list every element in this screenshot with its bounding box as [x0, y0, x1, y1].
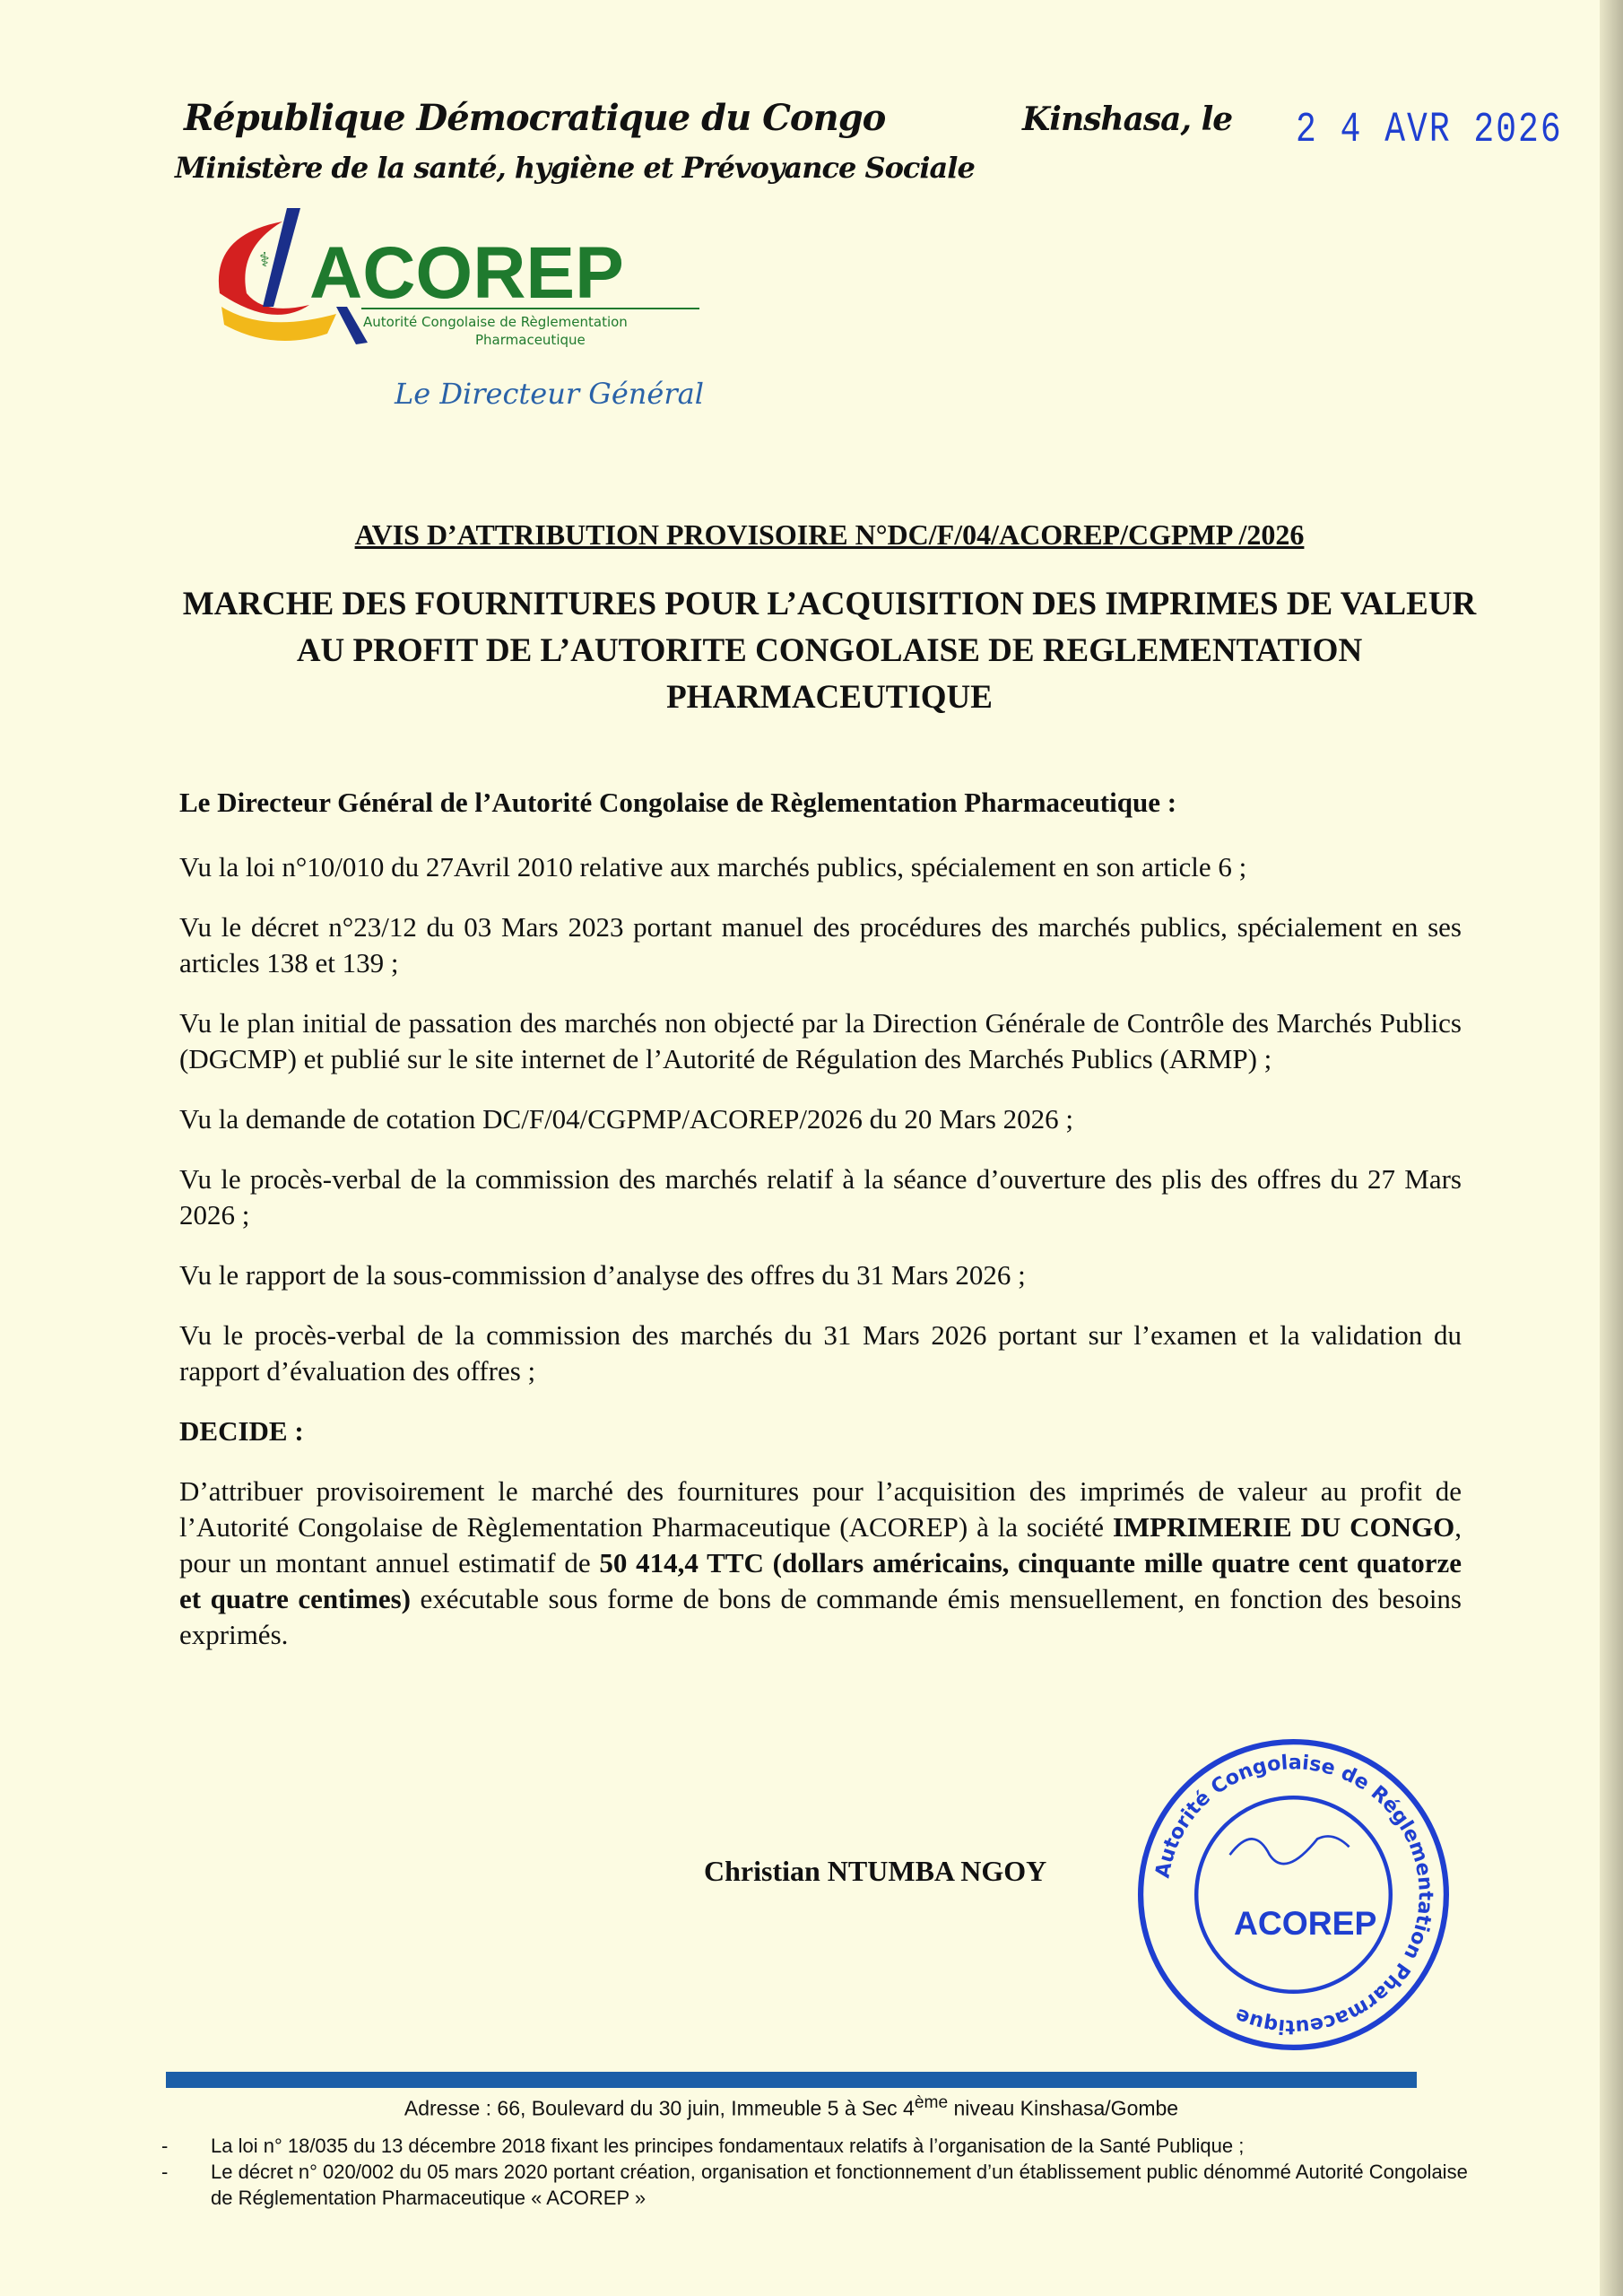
legal-note [161, 2133, 1471, 2159]
ministry-heading: Ministère de la santé, hygiène et Prévoyance Sociale [175, 151, 975, 185]
consideration: Vu le plan initial de passation des marchés non objecté par la Direction Générale de Contrôle des Marchés Publics (DGCMP) et publié sur le site internet de l’Autorité de Régulation des Marchés Publics (ARMP) ; [179, 1007, 1462, 1074]
decision-text-1: D’attribuer provisoirement le marché des fournitures pour l’acquisition des imprimés de valeur au profit de l’Autorité Congolaise de Règlementation Pharmaceutique (ACOREP) à la société [179, 1475, 1462, 1543]
decision-text-3: exécutable sous forme de bons de commande émis mensuellement, en fonction des besoins exprimés. [179, 1583, 1462, 1650]
decision-text-2: , pour un montant annuel estimatif de [179, 1511, 1462, 1578]
republic-heading: République Démocratique du Congo [184, 97, 886, 139]
bullet: - [161, 2161, 169, 2183]
awarded-company: IMPRIMERIE DU CONGO [1112, 1511, 1455, 1543]
notice-body [179, 785, 1462, 1677]
svg-text:Autorité Congolaise de Régleme [1150, 1751, 1436, 2039]
consideration: Vu la loi n°10/010 du 27Avril 2010 relative aux marchés publics, spécialement en son article 6 ; [179, 851, 1247, 883]
address-sup: ème [914, 2093, 949, 2112]
logo-wordmark: ACOREP [309, 232, 624, 314]
notice-reference: AVIS D’ATTRIBUTION PROVISOIRE N°DC/F/04/ACOREP/CGPMP /2026 [354, 518, 1305, 551]
consideration: Vu le procès-verbal de la commission des marchés relatif à la séance d’ouverture des plis des offres du 27 Mars 2026 ; [179, 1163, 1462, 1231]
caduceus-icon: ⚕ [259, 249, 270, 272]
acorep-logo [202, 199, 740, 352]
sender-title: Le Directeur Général [395, 377, 704, 411]
legal-note [161, 2159, 1471, 2211]
consideration: Vu la demande de cotation DC/F/04/CGPMP/ACOREP/2026 du 20 Mars 2026 ; [179, 1103, 1074, 1135]
address-text: Adresse : 66, Boulevard du 30 juin, Immeuble 5 à Sec 4 [404, 2096, 915, 2120]
logo-tagline-1: Autorité Congolaise de Règlementation [363, 314, 628, 330]
consideration: Vu le rapport de la sous-commission d’analyse des offres du 31 Mars 2026 ; [179, 1259, 1026, 1291]
logo-tagline-2: Pharmaceutique [475, 332, 586, 348]
official-stamp [1134, 1735, 1453, 2054]
signature-scribble [1230, 1836, 1350, 1864]
stamp-ring-text: Autorité Congolaise de Réglementation Pharmaceutique [1150, 1751, 1437, 2039]
legal-notes [161, 2133, 1471, 2211]
footer-divider-bar [166, 2072, 1417, 2088]
signatory-name: Christian NTUMBA NGOY [704, 1855, 1047, 1887]
address-text-end: niveau Kinshasa/Gombe [948, 2096, 1179, 2120]
consideration: Vu le procès-verbal de la commission des marchés du 31 Mars 2026 portant sur l’examen et la validation du rapport d’évaluation des offres ; [179, 1319, 1462, 1387]
footer-address [166, 2093, 1417, 2121]
legal-note-text: Le décret n° 020/002 du 05 mars 2020 portant création, organisation et fonctionnement d’un établissement public dénommé Autorité Congolaise de Réglementation Pharmaceutique « ACOREP » [211, 2161, 1468, 2209]
award-amount: 50 414,4 TTC (dollars américains, cinquante mille quatre cent quatorze et quatre centimes) [179, 1547, 1462, 1614]
decide-heading: DECIDE : [179, 1415, 304, 1447]
bullet: - [161, 2135, 169, 2157]
place-label: Kinshasa, le [1022, 100, 1233, 138]
scan-edge [1600, 0, 1623, 2296]
notice-subject: MARCHE DES FOURNITURES POUR L’ACQUISITION DES IMPRIMES DE VALEUR AU PROFIT DE L’AUTORITE CONGOLAISE DE REGLEMENTATION PHARMACEUTIQUE [182, 586, 1477, 716]
intro-line: Le Directeur Général de l’Autorité Congolaise de Règlementation Pharmaceutique : [179, 787, 1177, 818]
decision-paragraph [179, 1474, 1462, 1653]
date-stamp: 2 4 AVR 2026 [1296, 106, 1563, 154]
stamp-logo: ACOREP [1233, 1903, 1377, 1942]
consideration: Vu le décret n°23/12 du 03 Mars 2023 portant manuel des procédures des marchés publics, spécialement en ses articles 138 et 139 ; [179, 911, 1462, 978]
legal-note-text: La loi n° 18/035 du 13 décembre 2018 fixant les principes fondamentaux relatifs à l’organisation de la Santé Publique ; [211, 2135, 1245, 2157]
